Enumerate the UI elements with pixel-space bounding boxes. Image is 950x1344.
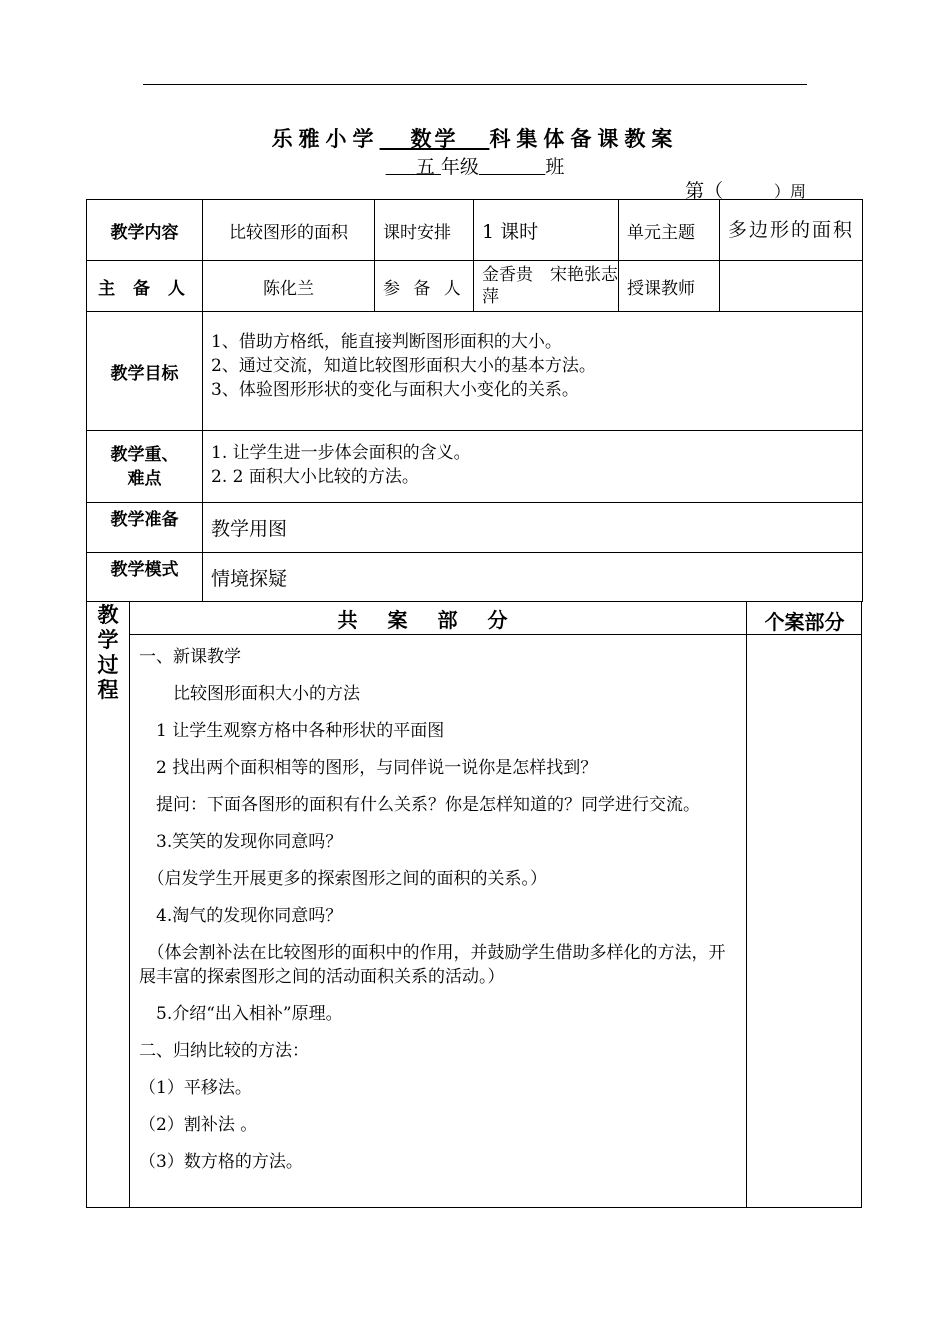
process-paragraph: 1 让学生观察方格中各种形状的平面图 (139, 721, 445, 741)
mode-row (87, 553, 863, 602)
process-paragraph: （体会割补法在比较图形的面积中的作用，并鼓励学生借助多样化的方法，开展丰富的探索图形之间的活动面积关系的活动。） (139, 943, 726, 987)
objective-item: 2、通过交流，知道比较图形面积大小的基本方法。 (211, 356, 596, 376)
key-point-item: 1. 让学生进一步体会面积的含义。 (211, 443, 471, 463)
process-paragraph: （3）数方格的方法。 (139, 1152, 303, 1172)
info-row-1 (87, 200, 863, 261)
process-paragraph: 一、新课教学 (139, 647, 241, 667)
unit-value: 多边形的面积 (720, 200, 863, 261)
process-paragraph: 提问：下面各图形的面积有什么关系？你是怎样知道的？同学进行交流。 (139, 795, 700, 815)
title-suffix: 科集体备课教案 (489, 127, 679, 151)
process-paragraph: 4.淘气的发现你同意吗？ (139, 906, 343, 926)
page-title (0, 123, 950, 153)
lesson-plan-table (86, 199, 863, 602)
individual-plan-header: 个案部分 (764, 610, 845, 634)
process-paragraph: 比较图形面积大小的方法 (139, 684, 360, 704)
participants-value: 金香贵 宋艳张志萍 (474, 261, 619, 312)
preparation-row (87, 503, 863, 553)
objectives-list (203, 312, 863, 431)
main-preparer-label: 主 备 人 (87, 261, 203, 312)
teacher-value (720, 261, 863, 312)
objective-item: 1、借助方格纸，能直接判断图形面积的大小。 (211, 332, 562, 352)
process-paragraph: 二、归纳比较的方法： (139, 1041, 309, 1061)
key-point-item: 2. 2 面积大小比较的方法。 (211, 467, 419, 487)
content-value: 比较图形的面积 (203, 200, 375, 261)
preparation-label: 教学准备 (87, 503, 203, 553)
schedule-value: 1 课时 (474, 200, 619, 261)
teacher-label: 授课教师 (619, 261, 720, 312)
process-paragraph: （2）割补法 。 (139, 1115, 258, 1135)
individual-column (746, 601, 862, 1207)
class-blank (479, 156, 545, 178)
header-rule (143, 84, 807, 85)
key-points-list (203, 431, 863, 503)
participants-label: 参 备 人 (375, 261, 474, 312)
mode-label: 教学模式 (87, 553, 203, 602)
objectives-label: 教学目标 (87, 312, 203, 431)
process-label-column (87, 601, 130, 1207)
grade-value: 五 (415, 156, 435, 178)
grade-line (0, 152, 950, 179)
mode-value: 情境探疑 (203, 553, 863, 602)
process-paragraph: （启发学生开展更多的探索图形之间的面积的关系。） (139, 869, 547, 889)
process-body (139, 645, 742, 1187)
title-school: 乐雅小学 (271, 127, 380, 151)
objectives-row (87, 312, 863, 431)
process-paragraph: 3.笑笑的发现你同意吗？ (139, 832, 343, 852)
process-paragraph: 5.介绍“出入相补”原理。 (139, 1004, 343, 1024)
shared-plan-header: 共案部分 (337, 608, 538, 632)
week-prefix: 第（ (685, 180, 724, 202)
process-paragraph: （1）平移法。 (139, 1078, 252, 1098)
process-paragraph: 2 找出两个面积相等的图形，与同伴说一说你是怎样找到？ (139, 758, 598, 778)
process-section (86, 601, 862, 1208)
key-points-row (87, 431, 863, 503)
objective-item: 3、体验图形形状的变化与面积大小变化的关系。 (211, 380, 579, 400)
week-suffix: ）周 (773, 182, 806, 201)
info-row-2 (87, 261, 863, 312)
unit-label: 单元主题 (619, 200, 720, 261)
main-preparer-value: 陈化兰 (203, 261, 375, 312)
title-subject: 数学 (410, 127, 459, 151)
schedule-label: 课时安排 (375, 200, 474, 261)
grade-label: 年级 (440, 156, 479, 178)
process-label: 教 学 过 程 (97, 603, 119, 702)
key-points-label: 教学重、 难点 (87, 431, 203, 503)
content-label: 教学内容 (87, 200, 203, 261)
class-label: 班 (545, 156, 565, 178)
preparation-value: 教学用图 (203, 503, 863, 553)
